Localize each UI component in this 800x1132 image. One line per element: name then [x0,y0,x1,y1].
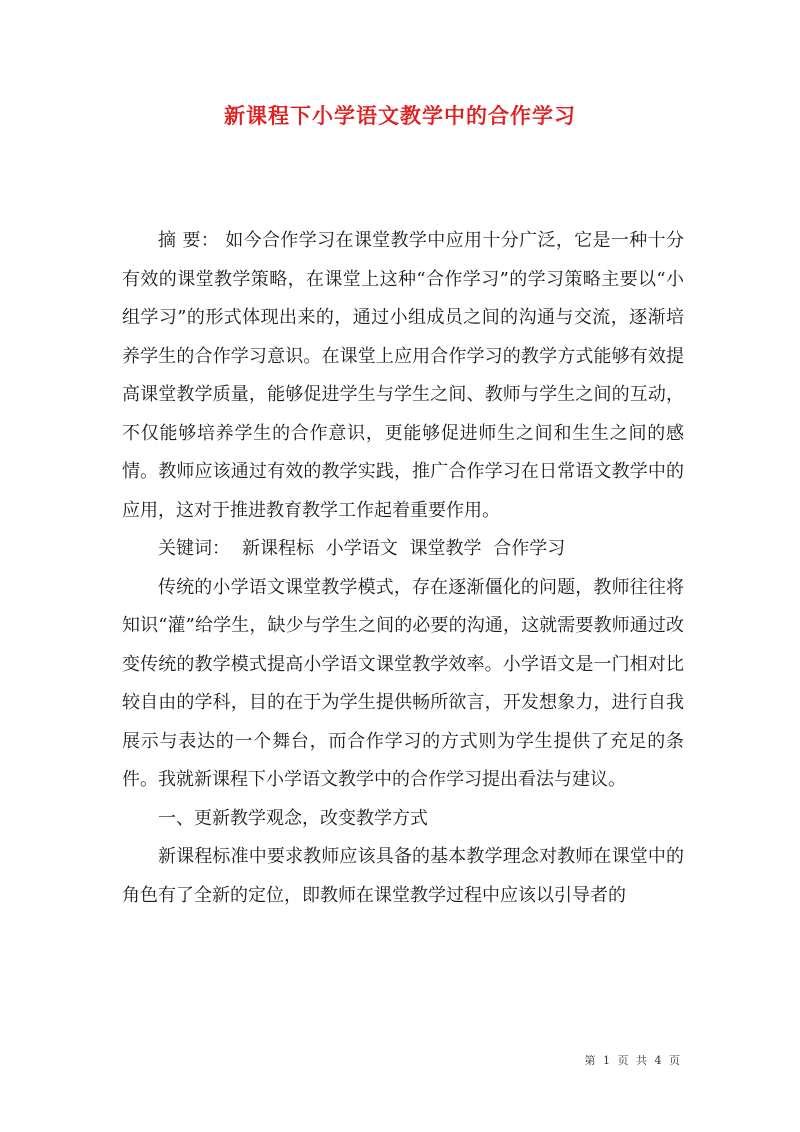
abstract-label: 摘 要： [158,230,220,251]
keyword-item: 新课程标 [242,538,314,559]
abstract-text: 如今合作学习在课堂教学中应用十分广泛，它是一种十分有效的课堂教学策略，在课堂上这种“合作学习”的学习策略主要以“小组学习”的形式体现出来的，通过小组成员之间的沟通与交流，逐渐培养学生的合作学习意识。在课堂上应用合作学习的教学方式能够有效提高课堂教学质量，能够促进学生与学生之间、教师与学生之间的互动，不仅能够培养学生的合作意识，更能够促进师生之间和生生之间的感情。教师应该通过有效的教学实践，推广合作学习在日常语文教学中的应用，这对于推进教育教学工作起着重要作用。 [122,230,684,521]
intro-paragraph: 传统的小学语文课堂教学模式，存在逐渐僵化的问题，教师往往将知识“灌”给学生，缺少与学生之间的必要的沟通，这就需要教师通过改变传统的教学模式提高小学语文课堂教学效率。小学语文是一门相对比较自由的学科，目的在于为学生提供畅所欲言，开发想象力，进行自我展示与表达的一个舞台，而合作学习的方式则为学生提供了充足的条件。我就新课程下小学语文教学中的合作学习提出看法与建议。 [122,576,684,790]
keywords-line [122,530,684,569]
keyword-item: 合作学习 [493,538,566,559]
keyword-item: 小学语文 [325,538,398,559]
document-body [122,222,684,915]
keywords-label: 关键词： [158,538,230,559]
abstract-paragraph [122,222,684,530]
page-footer: 第 1 页 共 4 页 [584,1054,682,1067]
document-title: 新课程下小学语文教学中的合作学习 [224,103,576,128]
keyword-item: 课堂教学 [409,538,482,559]
section-paragraph: 新课程标准中要求教师应该具备的基本教学理念对教师在课堂中的角色有了全新的定位，即教师在课堂教学过程中应该以引导者的 [122,846,684,906]
section-heading: 一、更新教学观念，改变教学方式 [158,807,428,829]
